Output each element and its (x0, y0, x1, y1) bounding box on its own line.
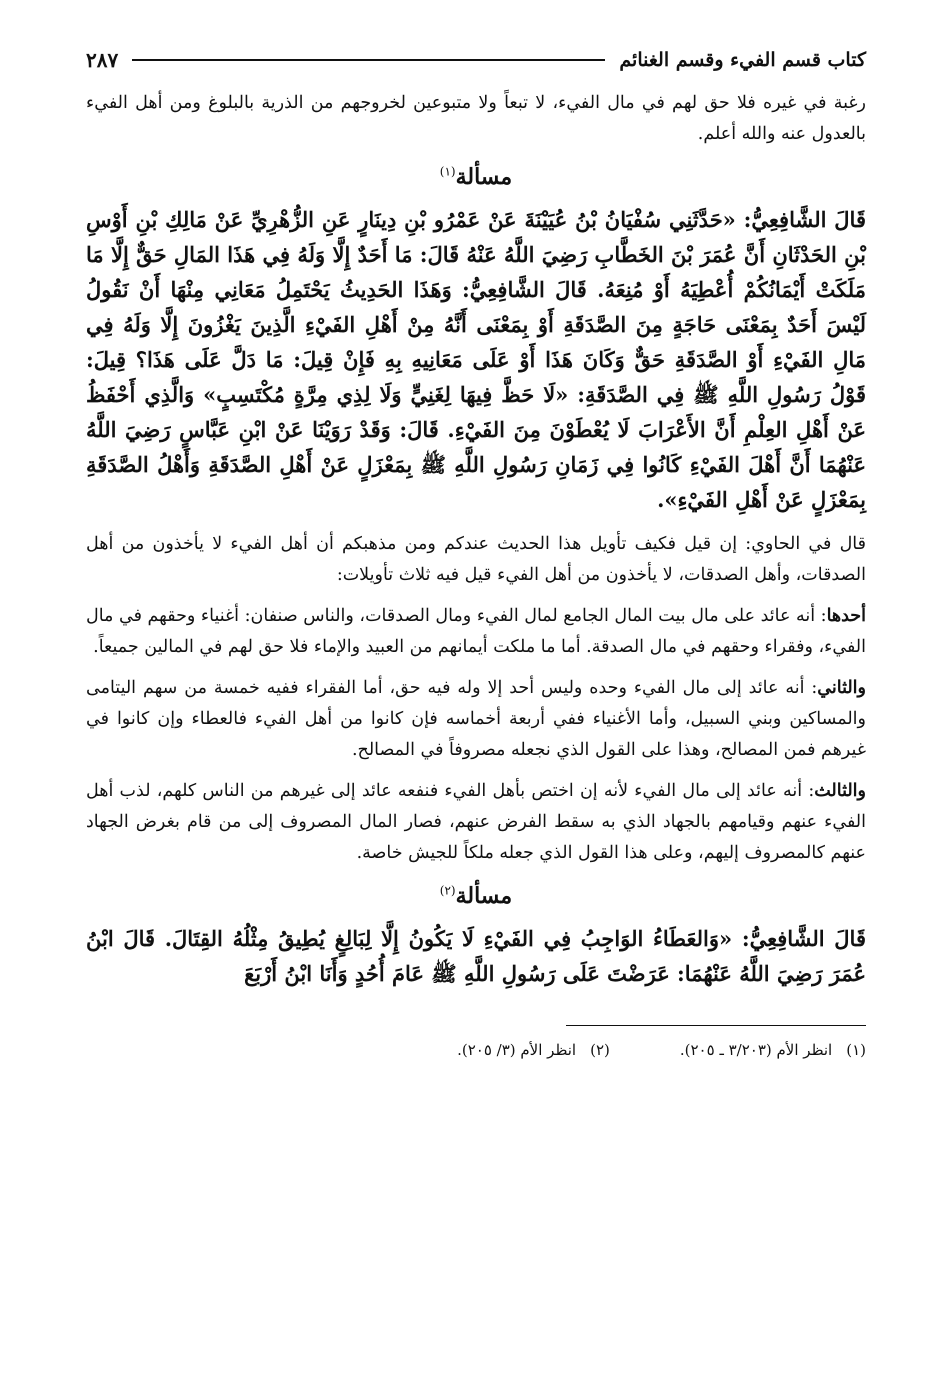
intro-paragraph: رغبة في غيره فلا حق لهم في مال الفيء، لا تبعاً ولا متبوعين لخروجهم من الذرية بالبلوغ ومن أهل الفيء بالعدول عنه والله أعلم. (86, 93, 866, 144)
footnote-2 (457, 1038, 610, 1062)
interpretation-1-text: : أنه عائد على مال بيت المال الجامع لمال الفيء ومال الصدقات، والناس صنفان: أغنياء وحقهم في مال الفيء، وفقراء وحقهم في مال الصدقة. أما ما ملكت أيمانهم من العبيد والإماء فلا حق لهم في المالين جميعاً. (86, 606, 866, 657)
footnote-marker-2: (٢) (439, 883, 456, 898)
footnote-rule (566, 1025, 866, 1026)
footnote-marker-1: (١) (439, 164, 456, 179)
hadith-block-1: قَالَ الشَّافِعِيُّ: «حَدَّثَنِي سُفْيَانُ بْنُ عُيَيْنَةَ عَنْ عَمْرُو بْنِ دِينَارٍ عَنِ الزُّهْرِيِّ عَنْ مَالِكِ بْنِ أَوْسِ بْنِ الحَدْثَانِ أَنَّ عُمَرَ بْنَ الخَطَّابِ رَضِيَ اللَّهُ عَنْهُ قَالَ: مَا أَحَدٌ إِلَّا وَلَهُ فِي هَذَا المَالِ حَقٌّ إِلَّا مَا مَلَكَتْ أَيْمَانُكُمْ أُعْطِيَهُ أَوْ مُنِعَهُ. قَالَ الشَّافِعِيُّ: وَهَذَا الحَدِيثُ يَحْتَمِلُ مَعَانِي مِنْهَا أَنْ نَقُولُ لَيْسَ أَحَدٌ بِمَعْنَى حَاجَةٍ مِنَ الصَّدَقَةِ أَوْ بِمَعْنَى أَنَّهُ مِنْ أَهْلِ الفَيْءِ الَّذِينَ يَغْزُونَ إِلَّا وَلَهُ فِي مَالِ الفَيْءِ أَوْ الصَّدَقَةِ حَقٌّ وَكَانَ هَذَا أَوْ عَلَى مَعَانِيهِ بِهِ فَإِنْ قِيلَ: مَا دَلَّ عَلَى هَذَا؟ قِيلَ: قَوْلُ رَسُولِ اللَّهِ ﷺ فِي الصَّدَقَةِ: «لَا حَظَّ فِيهَا لِغَنِيٍّ وَلَا لِذِي مِرَّةٍ مُكْتَسِبٍ» وَالَّذِي أَحْفَظُ عَنْ أَهْلِ العِلْمِ أَنَّ الأَعْرَابَ لَا يُعْطَوْنَ مِنَ الفَيْءِ. قَالَ: وَقَدْ رَوَيْنَا عَنْ ابْنِ عَبَّاسٍ رَضِيَ اللَّهُ عَنْهُمَا أَنَّ أَهْلَ الفَيْءِ كَانُوا فِي زَمَانِ رَسُولِ اللَّهِ ﷺ بِمَعْزَلٍ عَنْ أَهْلِ الصَّدَقَةِ وَأَهْلُ الصَّدَقَةِ بِمَعْزَلٍ عَنْ أَهْلِ الفَيْءِ». (86, 207, 866, 512)
page-number: ٢٨٧ (86, 48, 119, 72)
header-rule (132, 59, 605, 61)
interpretation-2-text: : أنه عائد إلى مال الفيء وحده وليس أحد إلا وله فيه حق، أما الفقراء ففيه خمسة من سهم اليتامى والمساكين وبني السبيل، وأما الأغنياء ففي أربعة أخماسه فإن كانوا من أهل الفيء فالعطاء وإن كانوا في غيرهم فمن المصالح، وهذا على القول الذي نجعله مصروفاً في المصالح. (86, 678, 866, 760)
section-heading-2 (86, 883, 866, 909)
footnotes (86, 1038, 866, 1062)
interpretation-3-lead: والثالث (814, 781, 866, 801)
running-title: كتاب قسم الفيء وقسم الغنائم (619, 49, 866, 71)
hawi-paragraph: قال في الحاوي: إن قيل فكيف تأويل هذا الحديث عندكم ومن مذهبكم أن أهل الفيء لا يأخذون من أهل الصدقات، وأهل الصدقات، لا يأخذون من أهل الفيء قيل فيه ثلاث تأويلات: (86, 534, 866, 585)
footnote-2-text: انظر الأم (٣/ ٢٠٥). (457, 1041, 577, 1059)
interpretation-3 (86, 776, 866, 869)
footnote-1-number: (١) (846, 1041, 866, 1059)
interpretation-3-text: : أنه عائد إلى مال الفيء لأنه إن اختص بأهل الفيء فنفعه عائد إلى غيرهم من الناس كلهم، لذب أهل الفيء عنهم وقيامهم بالجهاد الذي به سقط الفرض عنهم، فصار المال المصروف إلى من قام بغرض الجهاد عنهم كالمصروف إليهم، وعلى هذا القول الذي جعله ملكاً للجيش خاصة. (86, 781, 866, 863)
section-heading-1 (86, 164, 866, 190)
interpretation-1 (86, 601, 866, 663)
footnote-1 (680, 1038, 866, 1062)
interpretation-2 (86, 673, 866, 766)
section-heading-1-text: مسألة (455, 164, 513, 190)
footnote-1-text: انظر الأم (٣/٢٠٣ ـ ٢٠٥). (679, 1041, 833, 1059)
interpretation-2-lead: والثاني (817, 678, 866, 698)
running-header (86, 40, 866, 80)
section-heading-2-text: مسألة (455, 883, 513, 909)
footnote-2-number: (٢) (590, 1041, 610, 1059)
book-page (86, 40, 866, 1062)
hadith-block-2: قَالَ الشَّافِعِيُّ: «وَالعَطَاءُ الوَاجِبُ فِي الفَيْءِ لَا يَكُونُ إِلَّا لِبَالِغٍ يُطِيقُ مِثْلُهُ القِتَالَ. قَالَ ابْنُ عُمَرَ رَضِيَ اللَّهُ عَنْهُمَا: عَرَضْتَ عَلَى رَسُولِ اللَّهِ ﷺ عَامَ أُحُدٍ وَأَنَا ابْنُ أَرْبَعَ (86, 926, 866, 986)
interpretation-1-lead: أحدها (826, 606, 866, 626)
